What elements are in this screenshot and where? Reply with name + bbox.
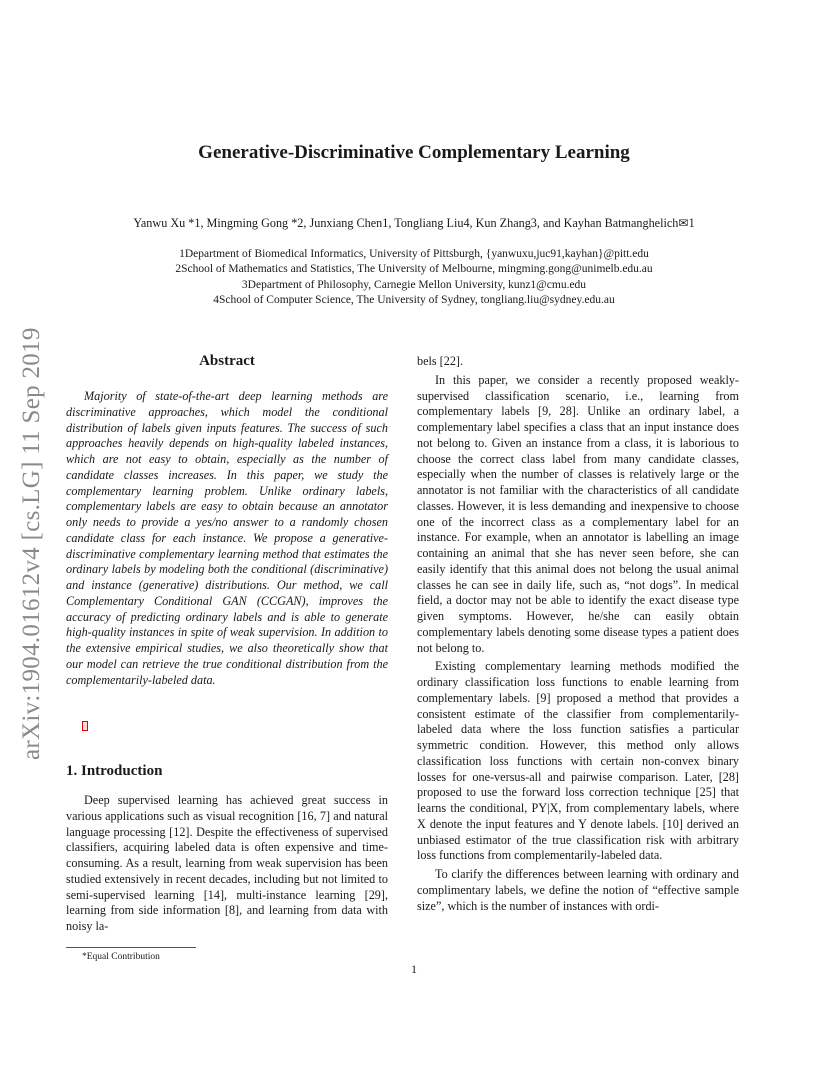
affiliation-3: 3Department of Philosophy, Carnegie Mellon University, kunz1@cmu.edu: [241, 278, 587, 291]
footnote-rule: [66, 947, 196, 948]
paragraph-complementary-labels: In this paper, we consider a recently proposed weakly-supervised classification scenario, i.e., learning from complementary labels [9, 28]. Unlike an ordinary label, a complementary label specifies a class that an input instance does not belong to. Given an instance from a class, it is laborious to choose the correct class label from many candidate classes, especially when the number of classes is relatively large or the annotator is not familiar with the characteristics of all candidate classes. However, it is less demanding and inexpensive to choose one of the incorrect class as a complementary label for an instance. For example, when an annotator is labelling an image containing an animal that she has never seen before, she can easily identify that this animal does not belong the usual animal classes he can see in daily life, such as, “not dogs”. In medical field, a doctor may not be able to identify the exact disease type given symptoms. However, he/she can easily obtain complementary labels denoting some disease types a patient does not belong to.: [417, 372, 739, 655]
abstract-heading: Abstract: [199, 353, 255, 369]
right-column: [417, 354, 739, 917]
affiliations: [0, 247, 828, 309]
arxiv-stamp: arXiv:1904.01612v4 [cs.LG] 11 Sep 2019: [18, 327, 45, 760]
affiliation-2: 2School of Mathematics and Statistics, The University of Melbourne, mingming.gong@unimelb.edu.au: [175, 263, 653, 276]
paragraph-existing-methods: Existing complementary learning methods modified the ordinary classification loss functions to enable learning from complementary labels. [9] proposed a method that provides a consistent estimate of the classifier from complementarily-labeled data where the loss function satisfies a particular symmetric condition. However, this method only allows classification loss functions with certain non-convex binary losses for one-versus-all and pairwise comparison. Later, [28] proposed to use the forward loss correction technique [25] that learns the conditional, PY|X, from complementary labels, where X denote the input features and Y denote labels. [10] derived an unbiased estimator of the true classification risk with arbitrary loss functions from complementarily-labeled data.: [417, 659, 739, 863]
introduction-heading: 1. Introduction: [66, 763, 163, 779]
page-number: 1: [411, 962, 417, 976]
paper-title: Generative-Discriminative Complementary Learning: [198, 142, 630, 163]
paragraph-effective-sample-size: To clarify the differences between learning with ordinary and complimentary labels, we define the notion of “effective sample size”, which is the number of instances with ordi-: [417, 867, 739, 913]
affiliation-4: 4School of Computer Science, The University of Sydney, tongliang.liu@sydney.edu.au: [213, 294, 615, 307]
affiliation-1: 1Department of Biomedical Informatics, University of Pittsburgh, {yanwuxu,juc91,kayhan}@pitt.edu: [179, 248, 649, 260]
introduction-text: Deep supervised learning has achieved great success in various applications such as visual recognition [16, 7] and natural language processing [12]. Despite the effectiveness of supervised classifiers, acquiring labeled data is often expensive and time-consuming. As a result, learning from weak supervision has been studied extensively in recent decades, including but not limited to semi-supervised learning [14], multi-instance learning [29], learning from side information [8], and learning from data with noisy la-: [66, 793, 388, 933]
annotation-marker: [82, 721, 88, 731]
abstract-text: Majority of state-of-the-art deep learning methods are discriminative approaches, which model the conditional distribution of labels given inputs features. The success of such approaches heavily depends on high-quality labeled instances, which are not easy to obtain, especially as the number of candidate classes increases. In this paper, we study the complementary learning problem. Unlike ordinary labels, complementary labels are easy to obtain because an annotator only needs to provide a yes/no answer to a randomly chosen candidate class for each instance. We propose a generative-discriminative complementary learning method that estimates the ordinary labels by modeling both the conditional (discriminative) and instance (generative) distributions. Our method, we call Complementary Conditional GAN (CCGAN), improves the accuracy of predicting ordinary labels and is able to generate high-quality instances in spite of weak supervision. In addition to the extensive empirical studies, we also theoretically show that our model can retrieve the true conditional distribution from the complementarily-labeled data.: [66, 389, 388, 687]
footnote-equal-contribution: *Equal Contribution: [82, 952, 160, 962]
authors-line: Yanwu Xu *1, Mingming Gong *2, Junxiang Chen1, Tongliang Liu4, Kun Zhang3, and Kayhan Batmanghelich✉1: [133, 216, 695, 230]
paragraph-continuation: bels [22].: [417, 354, 464, 368]
